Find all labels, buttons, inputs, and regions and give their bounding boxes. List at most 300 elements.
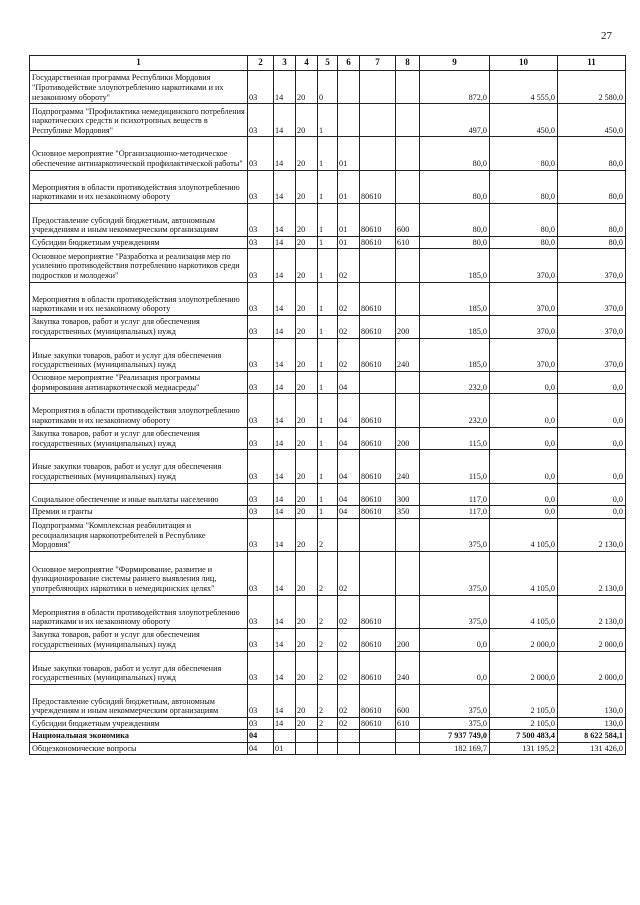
column-header-11: 11: [558, 56, 626, 71]
row-value-cell: 80,0: [558, 137, 626, 170]
row-code-cell: 14: [274, 236, 296, 248]
row-code-cell: 240: [396, 651, 420, 684]
table-row: [30, 203, 626, 236]
row-code-cell: 03: [248, 249, 274, 282]
row-value-cell: 130,0: [558, 684, 626, 717]
column-header-9: 9: [420, 56, 490, 71]
table-row: [30, 552, 626, 596]
row-code-cell: [396, 595, 420, 628]
row-code-cell: [396, 518, 420, 551]
row-code-cell: 20: [296, 717, 318, 729]
row-name-cell: Предоставление субсидий бюджетным, автономным учреждениям и иным некоммерческим организациям: [30, 684, 248, 717]
table-row: [30, 137, 626, 170]
row-code-cell: 80610: [360, 394, 396, 427]
row-code-cell: [396, 282, 420, 315]
row-code-cell: 14: [274, 628, 296, 651]
row-name-cell: Иные закупки товаров, работ и услуг для обеспечения государственных (муниципальных) нужд: [30, 450, 248, 483]
row-code-cell: 14: [274, 394, 296, 427]
row-code-cell: 03: [248, 651, 274, 684]
row-code-cell: [318, 742, 338, 754]
row-code-cell: 80610: [360, 450, 396, 483]
row-name-cell: Общеэкономические вопросы: [30, 742, 248, 754]
row-code-cell: [360, 518, 396, 551]
row-code-cell: 240: [396, 338, 420, 371]
row-value-cell: 7 500 483,4: [490, 730, 558, 742]
row-name-cell: Мероприятия в области противодействия злоупотреблению наркотиками и их незаконному обороту: [30, 282, 248, 315]
row-code-cell: 2: [318, 628, 338, 651]
row-value-cell: 370,0: [490, 315, 558, 338]
row-code-cell: [338, 742, 360, 754]
row-code-cell: 01: [274, 742, 296, 754]
row-code-cell: 01: [338, 137, 360, 170]
row-code-cell: 03: [248, 717, 274, 729]
row-value-cell: 115,0: [420, 450, 490, 483]
row-value-cell: 80,0: [558, 170, 626, 203]
table-row: [30, 518, 626, 551]
row-code-cell: 01: [338, 170, 360, 203]
row-value-cell: 232,0: [420, 371, 490, 394]
row-code-cell: 350: [396, 506, 420, 518]
row-code-cell: 14: [274, 371, 296, 394]
row-value-cell: 185,0: [420, 338, 490, 371]
row-code-cell: 02: [338, 552, 360, 596]
row-value-cell: 115,0: [420, 427, 490, 450]
row-value-cell: 497,0: [420, 104, 490, 137]
table-row: [30, 742, 626, 754]
row-value-cell: 0,0: [558, 394, 626, 427]
row-code-cell: 14: [274, 427, 296, 450]
row-value-cell: 2 105,0: [490, 717, 558, 729]
row-value-cell: 370,0: [490, 249, 558, 282]
row-code-cell: 04: [338, 427, 360, 450]
row-name-cell: Иные закупки товаров, работ и услуг для обеспечения государственных (муниципальных) нужд: [30, 338, 248, 371]
row-value-cell: 0,0: [490, 450, 558, 483]
row-code-cell: 14: [274, 104, 296, 137]
row-name-cell: Подпрограмма "Комплексная реабилитация и ресоциализация наркопотребителей в Республике Мордовия": [30, 518, 248, 551]
row-value-cell: 2 000,0: [490, 628, 558, 651]
row-value-cell: 4 105,0: [490, 552, 558, 596]
row-code-cell: 300: [396, 483, 420, 506]
row-name-cell: Премии и гранты: [30, 506, 248, 518]
row-code-cell: 80610: [360, 483, 396, 506]
column-header-2: 2: [248, 56, 274, 71]
row-code-cell: 14: [274, 338, 296, 371]
row-code-cell: 01: [338, 236, 360, 248]
row-value-cell: 182 169,7: [420, 742, 490, 754]
row-value-cell: 0,0: [558, 483, 626, 506]
row-value-cell: 117,0: [420, 483, 490, 506]
table-row: [30, 730, 626, 742]
table-body: [30, 71, 626, 755]
row-code-cell: 14: [274, 137, 296, 170]
row-name-cell: Субсидии бюджетным учреждениям: [30, 717, 248, 729]
row-value-cell: 0,0: [490, 427, 558, 450]
row-code-cell: 03: [248, 104, 274, 137]
row-code-cell: 14: [274, 315, 296, 338]
row-value-cell: 2 130,0: [558, 552, 626, 596]
row-code-cell: [338, 518, 360, 551]
row-code-cell: 03: [248, 236, 274, 248]
row-code-cell: 03: [248, 506, 274, 518]
row-name-cell: Мероприятия в области противодействия злоупотреблению наркотиками и их незаконному обороту: [30, 595, 248, 628]
row-value-cell: 4 555,0: [490, 71, 558, 104]
row-code-cell: 20: [296, 628, 318, 651]
row-code-cell: 14: [274, 651, 296, 684]
table-row: [30, 595, 626, 628]
table-row: [30, 170, 626, 203]
row-value-cell: 185,0: [420, 249, 490, 282]
row-value-cell: 131 426,0: [558, 742, 626, 754]
row-code-cell: 80610: [360, 203, 396, 236]
row-value-cell: 8 622 584,1: [558, 730, 626, 742]
row-code-cell: 03: [248, 684, 274, 717]
row-value-cell: 0,0: [558, 427, 626, 450]
column-header-8: 8: [396, 56, 420, 71]
row-code-cell: 14: [274, 282, 296, 315]
row-code-cell: 1: [318, 483, 338, 506]
row-name-cell: Подпрограмма "Профилактика немедицинского потребления наркотических средств и психотропных веществ в Республике Мордовия": [30, 104, 248, 137]
column-header-1: 1: [30, 56, 248, 71]
row-code-cell: 02: [338, 628, 360, 651]
table-row: [30, 628, 626, 651]
row-code-cell: 1: [318, 506, 338, 518]
row-code-cell: [396, 137, 420, 170]
row-code-cell: 14: [274, 518, 296, 551]
table-row: [30, 506, 626, 518]
row-name-cell: Предоставление субсидий бюджетным, автономным учреждениям и иным некоммерческим организациям: [30, 203, 248, 236]
row-code-cell: 20: [296, 427, 318, 450]
table-row: [30, 236, 626, 248]
row-name-cell: Мероприятия в области противодействия злоупотреблению наркотиками и их незаконному обороту: [30, 394, 248, 427]
row-value-cell: 185,0: [420, 315, 490, 338]
row-code-cell: 2: [318, 595, 338, 628]
row-code-cell: 80610: [360, 282, 396, 315]
row-value-cell: 370,0: [558, 282, 626, 315]
row-code-cell: 14: [274, 506, 296, 518]
table-row: [30, 282, 626, 315]
row-code-cell: 04: [338, 394, 360, 427]
table-row: [30, 71, 626, 104]
row-value-cell: 0,0: [490, 371, 558, 394]
row-code-cell: [396, 730, 420, 742]
row-code-cell: 610: [396, 236, 420, 248]
row-code-cell: 80610: [360, 684, 396, 717]
row-code-cell: [360, 742, 396, 754]
row-code-cell: 1: [318, 338, 338, 371]
row-value-cell: 80,0: [558, 236, 626, 248]
row-code-cell: 03: [248, 137, 274, 170]
row-code-cell: 80610: [360, 595, 396, 628]
row-value-cell: 2 580,0: [558, 71, 626, 104]
row-value-cell: 450,0: [490, 104, 558, 137]
row-code-cell: 03: [248, 170, 274, 203]
row-value-cell: 80,0: [420, 203, 490, 236]
row-code-cell: 14: [274, 483, 296, 506]
row-value-cell: 370,0: [490, 338, 558, 371]
row-code-cell: 04: [338, 450, 360, 483]
table-row: [30, 717, 626, 729]
row-code-cell: 1: [318, 104, 338, 137]
row-value-cell: 0,0: [490, 394, 558, 427]
table-row: [30, 104, 626, 137]
row-code-cell: 04: [338, 371, 360, 394]
row-code-cell: 80610: [360, 506, 396, 518]
row-code-cell: 1: [318, 427, 338, 450]
row-value-cell: 375,0: [420, 717, 490, 729]
row-value-cell: 80,0: [420, 137, 490, 170]
row-value-cell: 0,0: [558, 506, 626, 518]
row-code-cell: [396, 742, 420, 754]
row-value-cell: 80,0: [420, 236, 490, 248]
row-code-cell: [396, 552, 420, 596]
row-code-cell: 80610: [360, 427, 396, 450]
row-code-cell: [360, 71, 396, 104]
row-value-cell: 80,0: [490, 203, 558, 236]
row-code-cell: 02: [338, 315, 360, 338]
row-value-cell: 2 000,0: [558, 628, 626, 651]
row-name-cell: Основное мероприятие "Разработка и реализация мер по усилению противодействия потреблению наркотиков среди подростков и молодежи": [30, 249, 248, 282]
row-code-cell: 20: [296, 371, 318, 394]
row-code-cell: 20: [296, 518, 318, 551]
row-code-cell: 14: [274, 203, 296, 236]
column-header-4: 4: [296, 56, 318, 71]
row-code-cell: 14: [274, 170, 296, 203]
row-name-cell: Основное мероприятие "Организационно-методическое обеспечение антинаркотической профилактической работы": [30, 137, 248, 170]
row-code-cell: 20: [296, 506, 318, 518]
row-code-cell: 20: [296, 71, 318, 104]
row-code-cell: [360, 137, 396, 170]
table-row: [30, 249, 626, 282]
row-value-cell: 2 130,0: [558, 595, 626, 628]
row-code-cell: 14: [274, 450, 296, 483]
row-code-cell: 20: [296, 282, 318, 315]
row-code-cell: 1: [318, 450, 338, 483]
row-code-cell: 03: [248, 315, 274, 338]
row-value-cell: 80,0: [558, 203, 626, 236]
table-row: [30, 450, 626, 483]
row-code-cell: 04: [248, 730, 274, 742]
row-code-cell: 1: [318, 282, 338, 315]
row-code-cell: 03: [248, 595, 274, 628]
row-value-cell: 375,0: [420, 684, 490, 717]
row-code-cell: 20: [296, 338, 318, 371]
row-code-cell: 14: [274, 249, 296, 282]
table-row: [30, 338, 626, 371]
row-code-cell: 03: [248, 518, 274, 551]
row-code-cell: 02: [338, 282, 360, 315]
row-value-cell: 370,0: [558, 338, 626, 371]
row-code-cell: [396, 104, 420, 137]
row-code-cell: 1: [318, 203, 338, 236]
row-code-cell: 03: [248, 338, 274, 371]
row-code-cell: [338, 71, 360, 104]
row-code-cell: [318, 730, 338, 742]
table-row: [30, 427, 626, 450]
row-value-cell: 0,0: [420, 628, 490, 651]
row-code-cell: 20: [296, 170, 318, 203]
row-code-cell: 600: [396, 203, 420, 236]
row-code-cell: 20: [296, 394, 318, 427]
row-code-cell: 03: [248, 203, 274, 236]
row-code-cell: [338, 730, 360, 742]
row-code-cell: [360, 552, 396, 596]
row-value-cell: 2 130,0: [558, 518, 626, 551]
row-name-cell: Иные закупки товаров, работ и услуг для обеспечения государственных (муниципальных) нужд: [30, 651, 248, 684]
row-value-cell: 185,0: [420, 282, 490, 315]
row-code-cell: [296, 742, 318, 754]
row-code-cell: 14: [274, 684, 296, 717]
row-code-cell: [360, 249, 396, 282]
row-value-cell: 80,0: [490, 236, 558, 248]
row-value-cell: 0,0: [420, 651, 490, 684]
row-code-cell: 20: [296, 315, 318, 338]
row-name-cell: Государственная программа Республики Мордовия "Противодействие злоупотреблению наркотиками и их незаконному обороту": [30, 71, 248, 104]
row-code-cell: 1: [318, 249, 338, 282]
row-code-cell: 2: [318, 651, 338, 684]
row-code-cell: [396, 394, 420, 427]
row-value-cell: 4 105,0: [490, 518, 558, 551]
row-value-cell: 370,0: [558, 249, 626, 282]
row-code-cell: 20: [296, 595, 318, 628]
row-code-cell: 03: [248, 450, 274, 483]
row-code-cell: 04: [248, 742, 274, 754]
row-code-cell: 1: [318, 236, 338, 248]
row-code-cell: 0: [318, 71, 338, 104]
table-row: [30, 371, 626, 394]
row-code-cell: 240: [396, 450, 420, 483]
row-name-cell: Закупка товаров, работ и услуг для обеспечения государственных (муниципальных) нужд: [30, 315, 248, 338]
row-code-cell: 02: [338, 717, 360, 729]
row-name-cell: Мероприятия в области противодействия злоупотреблению наркотиками и их незаконному обороту: [30, 170, 248, 203]
row-code-cell: 2: [318, 518, 338, 551]
row-code-cell: [360, 104, 396, 137]
row-value-cell: 375,0: [420, 595, 490, 628]
row-code-cell: 80610: [360, 628, 396, 651]
row-code-cell: 20: [296, 104, 318, 137]
row-code-cell: [296, 730, 318, 742]
row-value-cell: 7 937 749,0: [420, 730, 490, 742]
budget-table: [29, 55, 626, 755]
table-row: [30, 651, 626, 684]
header-row: [30, 56, 626, 71]
row-code-cell: [396, 249, 420, 282]
column-header-7: 7: [360, 56, 396, 71]
row-code-cell: 20: [296, 137, 318, 170]
row-code-cell: 20: [296, 552, 318, 596]
row-code-cell: 1: [318, 170, 338, 203]
column-header-3: 3: [274, 56, 296, 71]
column-header-10: 10: [490, 56, 558, 71]
row-code-cell: 20: [296, 483, 318, 506]
row-code-cell: [274, 730, 296, 742]
row-code-cell: 80610: [360, 170, 396, 203]
row-code-cell: 02: [338, 595, 360, 628]
row-value-cell: 872,0: [420, 71, 490, 104]
row-name-cell: Субсидии бюджетным учреждениям: [30, 236, 248, 248]
table-row: [30, 684, 626, 717]
row-code-cell: 600: [396, 684, 420, 717]
row-code-cell: 14: [274, 552, 296, 596]
row-value-cell: 117,0: [420, 506, 490, 518]
row-code-cell: 1: [318, 371, 338, 394]
row-code-cell: 20: [296, 236, 318, 248]
row-code-cell: 03: [248, 628, 274, 651]
row-code-cell: 80610: [360, 651, 396, 684]
column-header-5: 5: [318, 56, 338, 71]
row-code-cell: 610: [396, 717, 420, 729]
row-value-cell: 80,0: [420, 170, 490, 203]
row-code-cell: 200: [396, 315, 420, 338]
budget-table-container: [29, 55, 625, 755]
row-code-cell: [360, 730, 396, 742]
row-value-cell: 80,0: [490, 137, 558, 170]
row-value-cell: 4 105,0: [490, 595, 558, 628]
row-name-cell: Национальная экономика: [30, 730, 248, 742]
row-code-cell: 2: [318, 552, 338, 596]
row-code-cell: 03: [248, 71, 274, 104]
row-value-cell: 131 195,2: [490, 742, 558, 754]
row-value-cell: 80,0: [490, 170, 558, 203]
row-code-cell: [338, 104, 360, 137]
row-value-cell: 2 000,0: [490, 651, 558, 684]
row-value-cell: 370,0: [558, 315, 626, 338]
row-code-cell: 20: [296, 203, 318, 236]
row-code-cell: 20: [296, 249, 318, 282]
row-value-cell: 2 105,0: [490, 684, 558, 717]
row-code-cell: 03: [248, 552, 274, 596]
row-code-cell: 03: [248, 282, 274, 315]
row-code-cell: 14: [274, 71, 296, 104]
row-code-cell: 20: [296, 651, 318, 684]
row-code-cell: 04: [338, 506, 360, 518]
row-code-cell: 20: [296, 684, 318, 717]
row-code-cell: [396, 170, 420, 203]
row-code-cell: 01: [338, 203, 360, 236]
row-code-cell: 02: [338, 249, 360, 282]
row-code-cell: 14: [274, 595, 296, 628]
row-code-cell: 2: [318, 684, 338, 717]
row-code-cell: 200: [396, 427, 420, 450]
column-header-6: 6: [338, 56, 360, 71]
table-row: [30, 483, 626, 506]
row-code-cell: 1: [318, 315, 338, 338]
row-value-cell: 0,0: [558, 450, 626, 483]
row-code-cell: 1: [318, 394, 338, 427]
row-name-cell: Закупка товаров, работ и услуг для обеспечения государственных (муниципальных) нужд: [30, 628, 248, 651]
row-value-cell: 0,0: [558, 371, 626, 394]
row-code-cell: 03: [248, 394, 274, 427]
row-code-cell: 80610: [360, 338, 396, 371]
row-code-cell: 80610: [360, 717, 396, 729]
row-value-cell: 0,0: [490, 506, 558, 518]
row-code-cell: [396, 71, 420, 104]
row-code-cell: 03: [248, 427, 274, 450]
row-name-cell: Закупка товаров, работ и услуг для обеспечения государственных (муниципальных) нужд: [30, 427, 248, 450]
row-code-cell: 80610: [360, 315, 396, 338]
row-name-cell: Основное мероприятие "Реализация программы формирования антинаркотической медиасреды": [30, 371, 248, 394]
row-code-cell: 03: [248, 483, 274, 506]
page-number: 27: [601, 30, 612, 42]
row-value-cell: 375,0: [420, 518, 490, 551]
row-code-cell: 02: [338, 684, 360, 717]
row-value-cell: 232,0: [420, 394, 490, 427]
table-row: [30, 315, 626, 338]
row-value-cell: 375,0: [420, 552, 490, 596]
row-code-cell: 80610: [360, 236, 396, 248]
row-value-cell: 0,0: [490, 483, 558, 506]
row-code-cell: [396, 371, 420, 394]
table-row: [30, 394, 626, 427]
